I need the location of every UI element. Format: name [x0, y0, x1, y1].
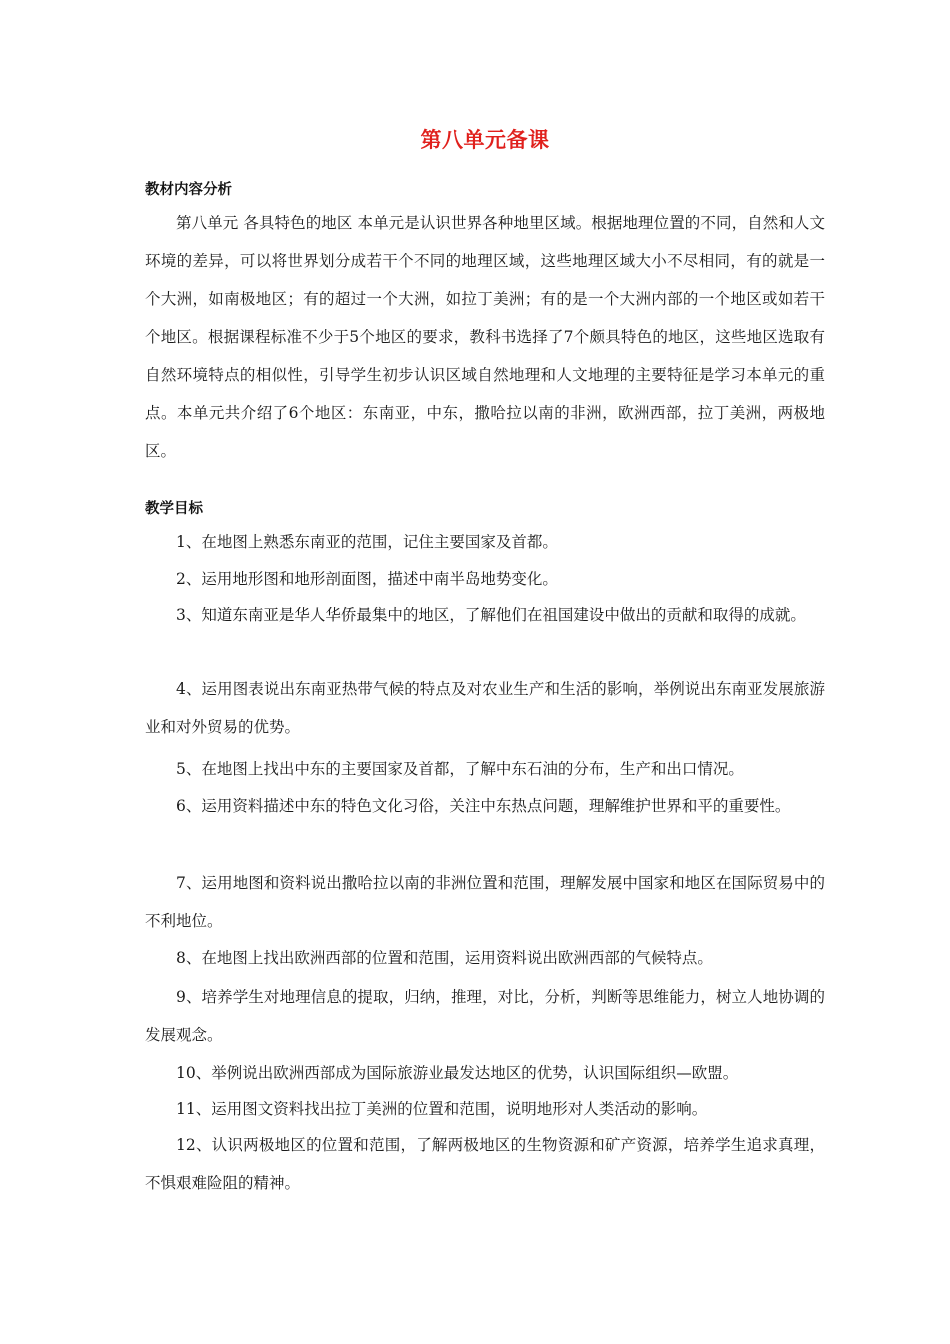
- objective-item: 3、知道东南亚是华人华侨最集中的地区，了解他们在祖国建设中做出的贡献和取得的成就。: [176, 606, 806, 624]
- objective-item: 8、在地图上找出欧洲西部的位置和范围，运用资料说出欧洲西部的气候特点。: [176, 949, 713, 967]
- document-title: 第八单元备课: [420, 128, 550, 152]
- objective-item: 7、运用地图和资料说出撒哈拉以南的非洲位置和范围，理解发展中国家和地区在国际贸易中的不利地位。: [145, 874, 825, 930]
- objective-item: 4、运用图表说出东南亚热带气候的特点及对农业生产和生活的影响，举例说出东南亚发展旅游业和对外贸易的优势。: [145, 680, 825, 736]
- section-heading-analysis: 教材内容分析: [145, 182, 232, 198]
- objective-item: 1、在地图上熟悉东南亚的范围，记住主要国家及首都。: [176, 533, 558, 551]
- objective-item: 2、运用地形图和地形剖面图，描述中南半岛地势变化。: [176, 570, 558, 588]
- objective-item: 11、运用图文资料找出拉丁美洲的位置和范围，说明地形对人类活动的影响。: [176, 1100, 708, 1118]
- objective-item: 6、运用资料描述中东的特色文化习俗，关注中东热点问题，理解维护世界和平的重要性。: [176, 797, 791, 815]
- objective-item: 5、在地图上找出中东的主要国家及首都，了解中东石油的分布，生产和出口情况。: [176, 760, 744, 778]
- analysis-paragraph: 第八单元 各具特色的地区 本单元是认识世界各种地里区域。根据地理位置的不同，自然和人文环境的差异，可以将世界划分成若干个不同的地理区域，这些地理区域大小不尽相同，有的就是一个大洲，如南极地区；有的超过一个大洲，如拉丁美洲；有的是一个大洲内部的一个地区或如若干个地区。根据课程标准不少于5个地区的要求，教科书选择了7个颇具特色的地区，这些地区选取有自然环境特点的相似性，引导学生初步认识区域自然地理和人文地理的主要特征是学习本单元的重点。本单元共介绍了6个地区：东南亚，中东，撒哈拉以南的非洲，欧洲西部，拉丁美洲，两极地区。: [145, 214, 825, 460]
- section-heading-objectives: 教学目标: [145, 501, 203, 517]
- objective-item: 9、培养学生对地理信息的提取，归纳，推理，对比，分析，判断等思维能力，树立人地协调的发展观念。: [145, 988, 825, 1044]
- objective-item: 12、认识两极地区的位置和范围，了解两极地区的生物资源和矿产资源，培养学生追求真理，不惧艰难险阻的精神。: [145, 1136, 825, 1192]
- objective-item: 10、举例说出欧洲西部成为国际旅游业最发达地区的优势，认识国际组织—欧盟。: [176, 1064, 739, 1082]
